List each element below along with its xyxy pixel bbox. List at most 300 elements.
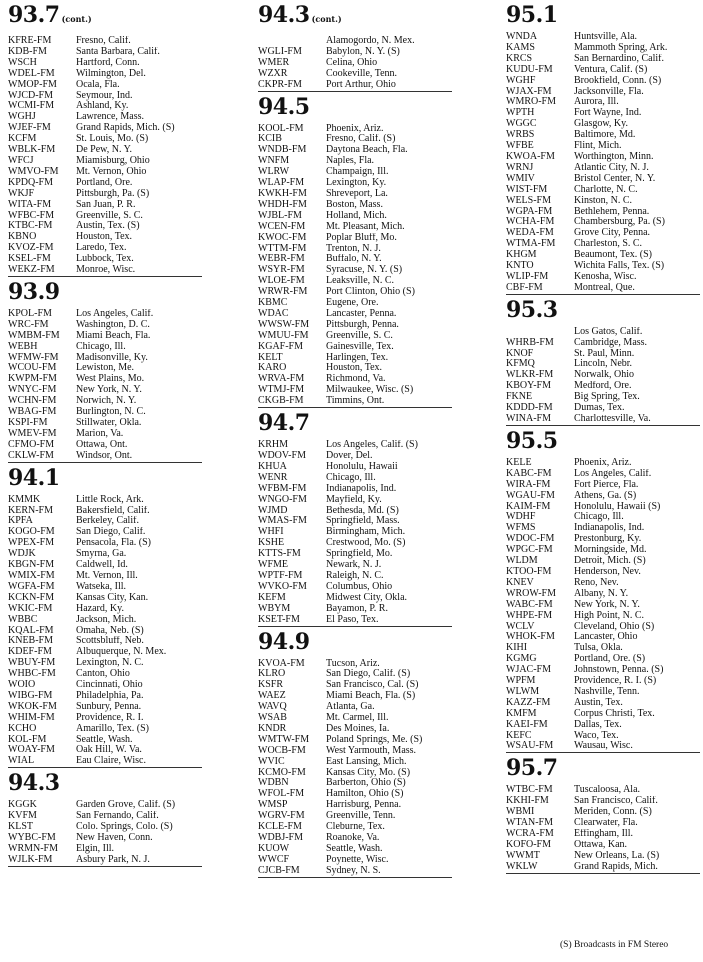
call-sign: KRHM: [258, 440, 289, 451]
call-sign: WVKO-FM: [258, 581, 307, 592]
station-location: Eau Claire, Wisc.: [76, 756, 146, 767]
station-row: [506, 272, 700, 283]
station-row: [506, 392, 700, 403]
station-row: [258, 145, 452, 156]
call-sign: KGGK: [8, 800, 37, 811]
call-sign: KFMQ: [506, 359, 535, 370]
station-location: Champaign, Ill.: [326, 167, 389, 178]
call-sign: WGAU-FM: [506, 490, 555, 501]
station-row: [258, 254, 452, 265]
station-location: Mt. Carmel, Ill.: [326, 713, 389, 724]
station-location: New York, N. Y.: [76, 385, 142, 396]
station-location: Lexington, N. C.: [76, 658, 144, 669]
station-location: Holland, Mich.: [326, 210, 387, 221]
station-location: Alamogordo, N. Mex.: [326, 36, 415, 46]
station-row: [506, 829, 700, 840]
station-row: [506, 741, 700, 752]
station-row: [8, 680, 202, 691]
call-sign: KCKN-FM: [8, 592, 55, 603]
station-location: New York, N. Y.: [574, 599, 640, 610]
call-sign: WGPA-FM: [506, 206, 553, 217]
station-row: [258, 331, 452, 342]
station-row: [258, 495, 452, 506]
call-sign: WJMD: [258, 505, 288, 516]
station-location: Sunbury, Penna.: [76, 701, 142, 712]
station-location: Richmond, Va.: [326, 374, 386, 385]
call-sign: KARO: [258, 363, 287, 374]
station-row: [506, 414, 700, 425]
station-row: [258, 244, 452, 255]
station-row: [506, 261, 700, 272]
station-location: Austin, Tex. (S): [76, 221, 140, 232]
station-row: [506, 687, 700, 698]
station-row: [506, 611, 700, 622]
call-sign: WSYR-FM: [258, 265, 305, 276]
call-sign: WHOK-FM: [506, 632, 555, 643]
station-location: Ventura, Calif. (S): [574, 64, 648, 75]
station-row: [258, 134, 452, 145]
call-sign: WGRV-FM: [258, 811, 305, 822]
call-sign: KBOY-FM: [506, 381, 552, 392]
station-location: Raleigh, N. C.: [326, 570, 384, 581]
station-location: Monroe, Wisc.: [76, 265, 136, 276]
station-location: Watseka, Ill.: [76, 581, 127, 592]
station-location: Celina, Ohio: [326, 57, 378, 68]
station-row: [258, 265, 452, 276]
station-row: [506, 785, 700, 796]
station-row: [506, 796, 700, 807]
station-row: [506, 720, 700, 731]
station-location: Mt. Vernon, Ohio: [76, 166, 147, 177]
call-sign: WRVA-FM: [258, 374, 305, 385]
station-row: [8, 69, 202, 80]
frequency-value: 95.1: [506, 2, 558, 28]
call-sign: WFCJ: [8, 155, 34, 166]
station-location: Smyrna, Ga.: [76, 549, 127, 560]
call-sign: CKPR-FM: [258, 79, 302, 90]
station-location: West Plains, Mo.: [76, 374, 145, 385]
station-location: Amarillo, Tex. (S): [76, 723, 149, 734]
call-sign: WIST-FM: [506, 184, 548, 195]
call-sign: WPTH: [506, 108, 535, 119]
station-row: [258, 462, 452, 473]
call-sign: WCOU-FM: [8, 363, 57, 374]
call-sign: WVIC: [258, 756, 285, 767]
call-sign: WEDA-FM: [506, 228, 554, 239]
station-location: Boston, Mass.: [326, 199, 383, 210]
station-row: [8, 745, 202, 756]
station-row: [506, 480, 700, 491]
call-sign: WJAX-FM: [506, 86, 552, 97]
station-row: [258, 669, 452, 680]
station-location: Henderson, Nev.: [574, 566, 641, 577]
call-sign: WPTF-FM: [258, 570, 303, 581]
call-sign: WJEF-FM: [8, 123, 51, 134]
station-row: [258, 374, 452, 385]
call-sign: KSFR: [258, 680, 284, 691]
station-location: Poynette, Wisc.: [326, 854, 389, 865]
station-location: Cookeville, Tenn.: [326, 68, 398, 79]
station-row: [258, 211, 452, 222]
station-row: [258, 527, 452, 538]
station-location: Detroit, Mich. (S): [574, 556, 646, 567]
call-sign: WHIM-FM: [8, 712, 55, 723]
frequency-section: [506, 3, 700, 295]
station-row: [258, 36, 452, 47]
station-location: Tucson, Ariz.: [326, 658, 380, 669]
call-sign: WITA-FM: [8, 199, 52, 210]
station-row: [506, 698, 700, 709]
station-row: [258, 593, 452, 604]
station-location: Wichita Falls, Tex. (S): [574, 261, 665, 272]
station-location: Cincinnati, Ohio: [76, 680, 143, 691]
station-location: Eugene, Ore.: [326, 298, 379, 309]
call-sign: WSAU-FM: [506, 741, 554, 752]
station-location: Cleveland, Ohio (S): [574, 621, 655, 632]
station-row: [8, 36, 202, 47]
station-location: Providence, R. I.: [76, 712, 144, 723]
station-location: Bethlehem, Penna.: [574, 206, 650, 217]
station-row: [8, 691, 202, 702]
column-right: [506, 0, 700, 876]
station-row: [8, 855, 202, 866]
station-row: [8, 123, 202, 134]
station-location: Kinston, N. C.: [574, 195, 633, 206]
call-sign: WDOV-FM: [258, 451, 306, 461]
station-row: [8, 211, 202, 222]
station-location: Wausau, Wisc.: [574, 741, 633, 752]
call-sign: KHGM: [506, 250, 537, 261]
station-row: [258, 298, 452, 309]
station-row: [8, 527, 202, 538]
station-location: Charleston, S. C.: [574, 239, 643, 250]
station-location: Naples, Fla.: [326, 156, 375, 167]
station-location: Santa Barbara, Calif.: [76, 46, 160, 57]
station-row: [258, 440, 452, 451]
call-sign: WBMI: [506, 807, 535, 818]
continued-label: (cont.): [311, 14, 342, 24]
station-row: [8, 495, 202, 506]
station-location: Brookfield, Conn. (S): [574, 75, 662, 86]
call-sign: KDDD-FM: [506, 403, 553, 414]
call-sign: KIHI: [506, 643, 528, 654]
station-row: [258, 178, 452, 189]
station-location: San Francisco, Calif.: [574, 796, 658, 807]
call-sign: WTBC-FM: [506, 785, 553, 796]
call-sign: KTOO-FM: [506, 566, 552, 577]
station-row: [8, 800, 202, 811]
station-row: [506, 43, 700, 54]
station-location: Fresno, Calif. (S): [326, 134, 396, 145]
station-location: Pittsburgh, Pa. (S): [76, 188, 150, 199]
station-row: [506, 523, 700, 534]
call-sign: KNEV: [506, 577, 534, 588]
station-location: Roanoke, Va.: [326, 833, 380, 843]
frequency-heading: [8, 771, 202, 796]
call-sign: KCLE-FM: [258, 822, 302, 833]
station-location: Glasgow, Ky.: [574, 119, 628, 130]
station-location: Houston, Tex.: [326, 363, 383, 374]
frequency-section: [506, 429, 700, 753]
station-row: [506, 403, 700, 414]
station-row: [8, 571, 202, 582]
station-location: Houston, Tex.: [76, 232, 133, 243]
frequency-heading: [506, 3, 700, 28]
station-row: [258, 484, 452, 495]
station-row: [8, 516, 202, 527]
call-sign: WDBN: [258, 778, 289, 789]
station-row: [8, 221, 202, 232]
station-row: [8, 702, 202, 713]
call-sign: WOIO: [8, 680, 36, 691]
station-location: Honolulu, Hawaii: [326, 461, 398, 472]
station-location: Morningside, Md.: [574, 545, 647, 556]
station-row: [506, 174, 700, 185]
station-row: [506, 370, 700, 381]
station-row: [506, 359, 700, 370]
call-sign: WLOE-FM: [258, 276, 305, 287]
station-row: [506, 534, 700, 545]
frequency-value: 94.5: [258, 93, 310, 120]
call-sign: WHDH-FM: [258, 199, 307, 210]
call-sign: WIAL: [8, 756, 35, 767]
station-location: Hazard, Ky.: [76, 603, 124, 614]
call-sign: WTAN-FM: [506, 818, 553, 829]
station-location: Grand Rapids, Mich.: [574, 861, 658, 872]
station-location: Cambridge, Mass.: [574, 337, 648, 348]
station-row: [8, 669, 202, 680]
call-sign: WWCF: [258, 854, 290, 865]
station-row: [8, 756, 202, 767]
call-sign: WMVO-FM: [8, 166, 59, 177]
station-location: Ocala, Fla.: [76, 79, 120, 90]
station-location: Omaha, Neb. (S): [76, 625, 144, 636]
station-row: [8, 167, 202, 178]
station-row: [258, 516, 452, 527]
call-sign: WRNJ: [506, 162, 534, 173]
station-row: [506, 654, 700, 665]
station-location: Midwest City, Okla.: [326, 592, 408, 603]
station-row: [258, 549, 452, 560]
station-row: [506, 108, 700, 119]
station-location: Kansas City, Kan.: [76, 592, 149, 603]
call-sign: WBYM: [258, 603, 291, 614]
station-row: [258, 680, 452, 691]
call-sign: WEKZ-FM: [8, 265, 55, 276]
call-sign: WMRO-FM: [506, 97, 557, 108]
call-sign: KVOZ-FM: [8, 243, 54, 254]
station-location: Stillwater, Okla.: [76, 418, 142, 428]
station-row: [8, 713, 202, 724]
station-location: Albany, N. Y.: [574, 588, 629, 599]
station-location: West Yarmouth, Mass.: [326, 745, 417, 756]
station-location: Fort Pierce, Fla.: [574, 479, 639, 490]
station-location: Providence, R. I. (S): [574, 676, 657, 687]
station-location: Shreveport, La.: [326, 188, 388, 199]
call-sign: WKIC-FM: [8, 603, 53, 614]
call-sign: KWOA-FM: [506, 151, 555, 162]
frequency-value: 94.9: [258, 628, 310, 655]
station-location: Los Gatos, Calif.: [574, 326, 643, 337]
call-sign: WBUY-FM: [8, 658, 56, 669]
station-row: [8, 112, 202, 123]
station-row: [8, 134, 202, 145]
frequency-section: [258, 411, 452, 626]
station-location: Port Clinton, Ohio (S): [326, 287, 415, 298]
call-sign: KSHE: [258, 538, 285, 549]
station-row: [506, 349, 700, 360]
station-row: [8, 385, 202, 396]
station-location: San Bernardino, Calif.: [574, 53, 664, 64]
station-row: [258, 560, 452, 571]
call-sign: WFBC-FM: [8, 210, 55, 221]
station-location: El Paso, Tex.: [326, 614, 379, 625]
call-sign: KNDR: [258, 723, 287, 734]
frequency-heading: [8, 466, 202, 491]
frequency-heading: [506, 756, 700, 781]
station-location: Elgin, Ill.: [76, 843, 115, 854]
station-location: Miami Beach, Fla.: [76, 330, 151, 341]
station-row: [506, 567, 700, 578]
station-row: [506, 512, 700, 523]
call-sign: KGMG: [506, 654, 537, 665]
station-row: [506, 283, 700, 294]
station-location: Lewiston, Me.: [76, 363, 135, 374]
call-sign: WRMN-FM: [8, 843, 59, 854]
call-sign: WAEZ: [258, 691, 286, 702]
station-row: [258, 844, 452, 855]
call-sign: CKGB-FM: [258, 396, 304, 407]
frequency-heading: [258, 95, 452, 120]
station-location: Bakersfield, Calif.: [76, 505, 150, 516]
station-row: [258, 396, 452, 407]
station-row: [258, 538, 452, 549]
station-location: Indianapolis, Ind.: [326, 483, 397, 494]
call-sign: WKLW: [506, 861, 538, 872]
call-sign: WFBE: [506, 141, 534, 152]
station-location: High Point, N. C.: [574, 610, 645, 621]
station-location: Lancaster, Ohio: [574, 632, 638, 643]
call-sign: WDAC: [258, 308, 289, 319]
station-row: [506, 207, 700, 218]
station-row: [258, 778, 452, 789]
station-location: Gainesville, Tex.: [326, 341, 394, 352]
call-sign: WEBH: [8, 341, 38, 352]
call-sign: KTBC-FM: [8, 221, 53, 232]
call-sign: KCFM: [8, 134, 37, 145]
call-sign: WLKR-FM: [506, 370, 554, 381]
call-sign: WIRA-FM: [506, 479, 551, 490]
continued-label: (cont.): [61, 14, 92, 24]
station-location: Charlottesville, Va.: [574, 414, 651, 424]
call-sign: KMFM: [506, 708, 537, 719]
call-sign: WNDA: [506, 32, 538, 42]
call-sign: WYBC-FM: [8, 833, 56, 843]
station-location: Corpus Christi, Tex.: [574, 708, 655, 719]
frequency-heading: [8, 3, 202, 32]
station-location: Newark, N. J.: [326, 560, 382, 571]
call-sign: KMMK: [8, 494, 41, 505]
call-sign: KWPM-FM: [8, 374, 57, 385]
call-sign: WEBR-FM: [258, 254, 305, 265]
call-sign: WCHN-FM: [8, 396, 57, 407]
stereo-footnote: (S) Broadcasts in FM Stereo: [560, 940, 669, 950]
frequency-heading: [8, 280, 202, 305]
station-location: Hartford, Conn.: [76, 57, 140, 68]
station-location: Portland, Ore.: [76, 177, 133, 188]
station-row: [8, 156, 202, 167]
station-row: [8, 440, 202, 451]
station-row: [506, 502, 700, 513]
call-sign: WGLI-FM: [258, 46, 302, 57]
station-location: Lincoln, Nebr.: [574, 359, 633, 370]
station-location: Dumas, Tex.: [574, 403, 625, 414]
call-sign: KUDU-FM: [506, 64, 553, 75]
frequency-section: [8, 280, 202, 463]
station-row: [506, 338, 700, 349]
station-location: Sydney, N. S.: [326, 865, 381, 876]
frequency-heading: [258, 3, 452, 32]
station-row: [506, 228, 700, 239]
call-sign: KWOC-FM: [258, 232, 307, 243]
call-sign: KKHI-FM: [506, 796, 549, 807]
call-sign: WPEX-FM: [8, 538, 55, 549]
call-sign: KGAF-FM: [258, 341, 304, 352]
call-sign: CFMO-FM: [8, 439, 55, 450]
station-row: [8, 309, 202, 320]
station-row: [8, 374, 202, 385]
station-location: San Diego, Calif. (S): [326, 669, 411, 680]
station-location: Tulsa, Okla.: [574, 643, 623, 654]
call-sign: WAVQ: [258, 702, 287, 713]
station-row: [258, 811, 452, 822]
call-sign: WHPE-FM: [506, 610, 553, 621]
station-location: Phoenix, Ariz.: [574, 457, 632, 468]
station-location: Prestonburg, Ky.: [574, 534, 642, 545]
station-row: [258, 69, 452, 80]
station-location: Seattle, Wash.: [326, 843, 383, 854]
call-sign: WZXR: [258, 68, 288, 79]
station-row: [8, 636, 202, 647]
station-location: Garden Grove, Calif. (S): [76, 800, 176, 811]
call-sign: KCMO-FM: [258, 767, 306, 778]
call-sign: WPGC-FM: [506, 545, 553, 556]
station-row: [8, 80, 202, 91]
station-row: [8, 320, 202, 331]
station-row: [506, 578, 700, 589]
frequency-section: [8, 466, 202, 769]
frequency-value: 93.9: [8, 278, 60, 305]
station-row: [8, 243, 202, 254]
call-sign: CBF-FM: [506, 282, 543, 293]
station-location: Windsor, Ont.: [76, 450, 133, 461]
station-location: Oak Hill, W. Va.: [76, 745, 142, 756]
station-location: Jacksonville, Fla.: [574, 86, 644, 97]
station-row: [8, 331, 202, 342]
station-location: Babylon, N. Y. (S): [326, 46, 400, 57]
station-location: San Diego, Calif.: [76, 527, 146, 538]
call-sign: WMER: [258, 57, 290, 68]
station-row: [258, 713, 452, 724]
station-location: Mt. Pleasant, Mich.: [326, 221, 405, 232]
call-sign: KELT: [258, 352, 283, 363]
station-row: [506, 381, 700, 392]
station-location: Albuquerque, N. Mex.: [76, 647, 167, 658]
station-location: Lexington, Ky.: [326, 178, 387, 189]
call-sign: WLDM: [506, 556, 538, 567]
station-location: San Juan, P. R.: [76, 199, 136, 210]
station-row: [506, 807, 700, 818]
